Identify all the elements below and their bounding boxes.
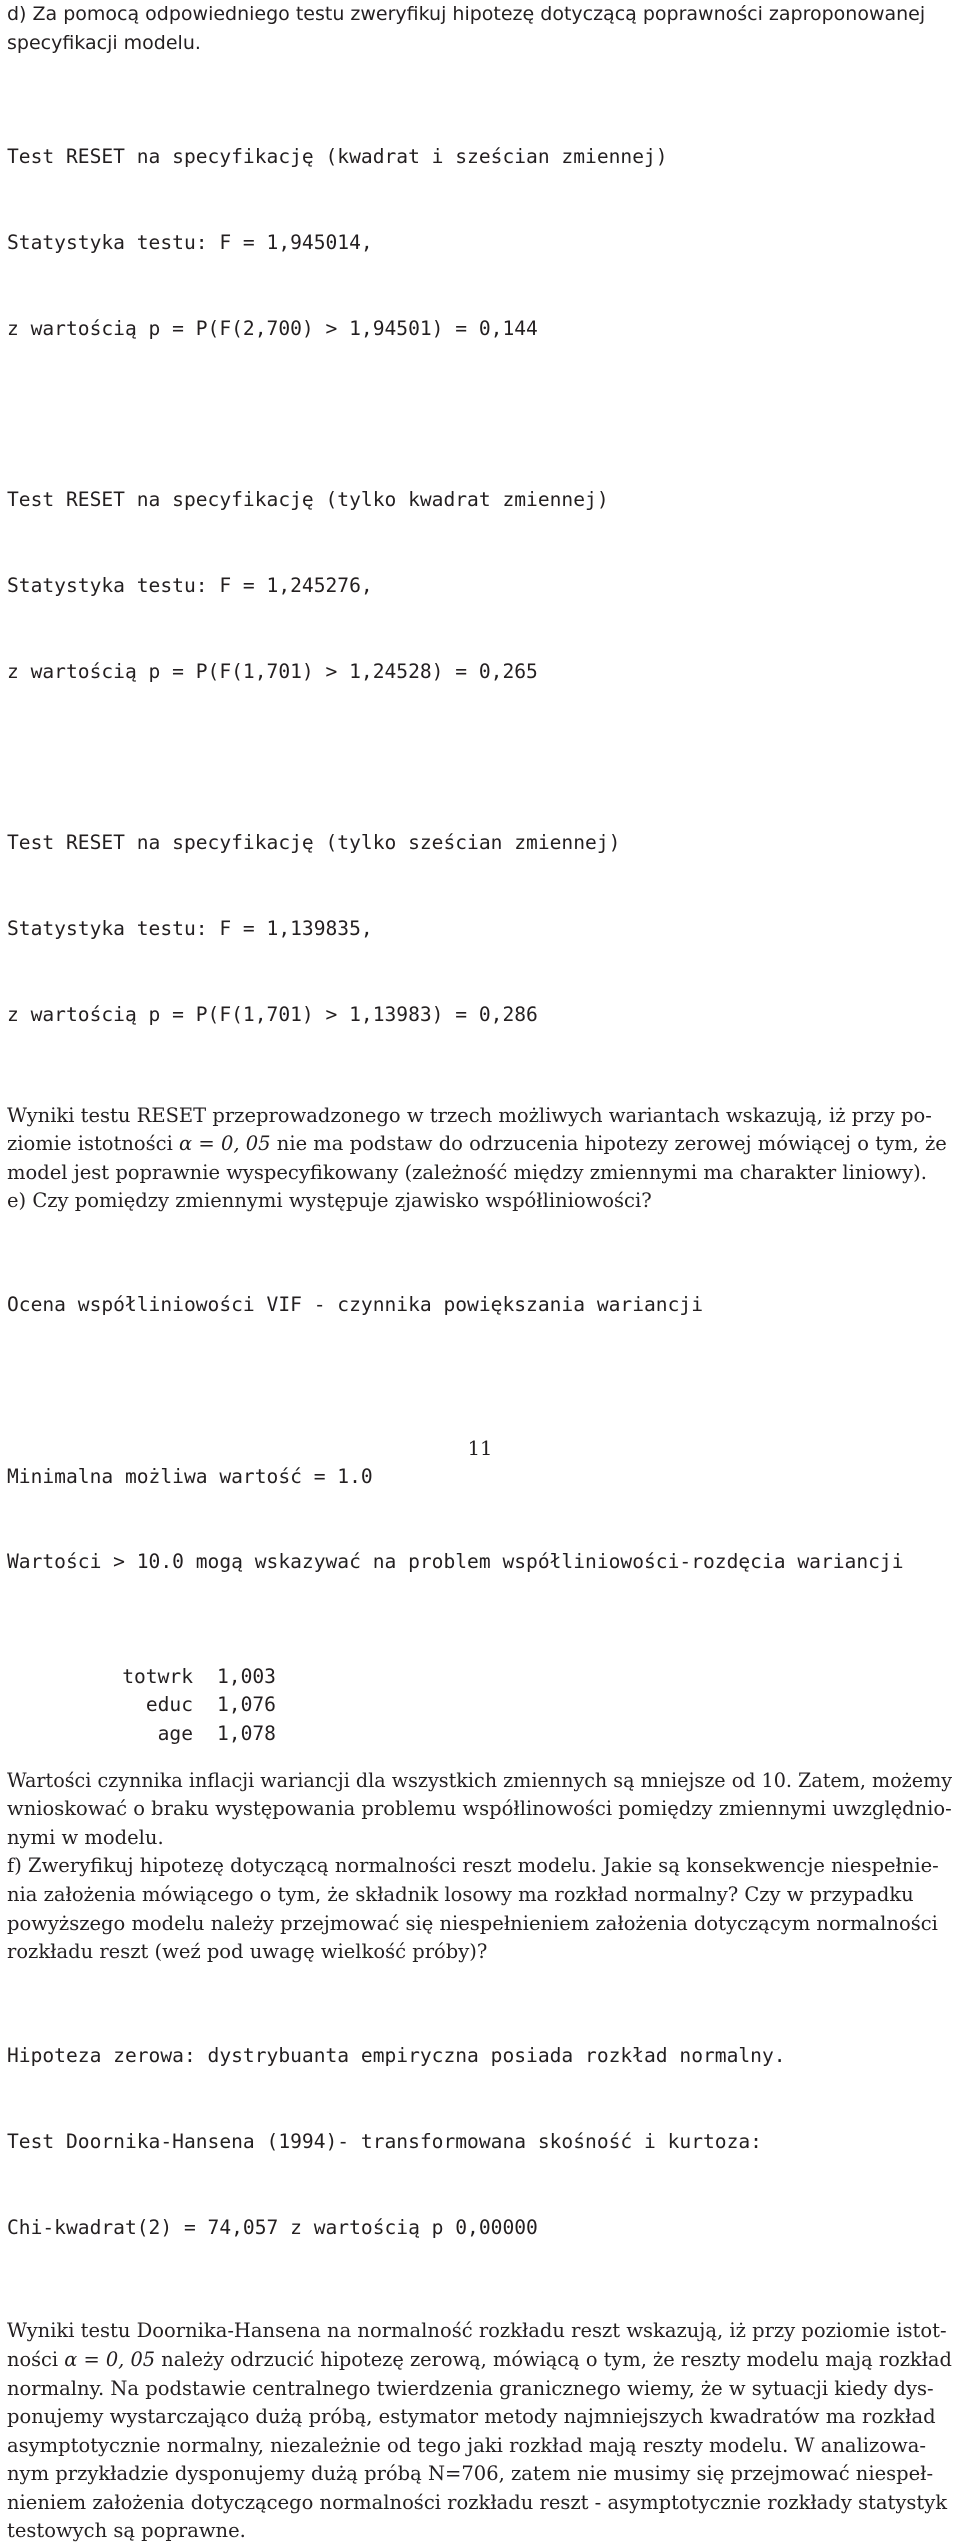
vif-value: 1,003 — [217, 1664, 276, 1688]
chi-square-result: Chi-kwadrat(2) = 74,057 z wartością p 0,00000 — [7, 2215, 538, 2239]
vif-min-note: Minimalna możliwa wartość = 1.0 — [7, 1464, 373, 1488]
question-f-line: f) Zweryfikuj hipotezę dotyczącą normalności reszt modelu. Jakie są konsekwencje niespełnie- — [7, 1854, 939, 1878]
table-row — [115, 1720, 276, 1749]
vif-header-block — [7, 1234, 955, 1377]
reset-conclusion-line — [7, 1130, 955, 1159]
normality-output — [7, 1985, 955, 2300]
reset-conclusion-line: Wyniki testu RESET przeprowadzonego w trzech możliwych wariantach wskazują, iż przy po- — [7, 1103, 932, 1127]
question-e — [7, 1187, 955, 1216]
text-fragment: nie ma podstaw do odrzucenia hipotezy zerowej mówiącej o tym, że — [270, 1132, 947, 1156]
question-d-line: specyfikacji modelu. — [7, 31, 201, 54]
reset-test-header: Test RESET na specyfikację (tylko kwadrat zmiennej) — [7, 488, 609, 512]
reset-test-pvalue: z wartością p = P(F(1,701) > 1,24528) = 0,265 — [7, 659, 538, 683]
test-name: Test Doornika-Hansena (1994)- transformowana skośność i kurtoza: — [7, 2129, 762, 2153]
normality-conclusion-line: nym przykładzie dysponujemy dużą próbą N=706, zatem nie musimy się przejmować niespeł- — [7, 2462, 934, 2486]
normality-conclusion — [7, 2317, 955, 2546]
document-page — [7, 0, 955, 2546]
question-f-line: powyższego modelu należy przejmować się niespełnieniem założenia dotyczącym normalności — [7, 1911, 938, 1935]
question-e-line: e) Czy pomiędzy zmiennymi występuje zjawisko współliniowości? — [7, 1189, 652, 1213]
alpha-expression: α = 0, 05 — [179, 1132, 271, 1156]
text-fragment: należy odrzucić hipotezę zerową, mówiącą o tym, że reszty modelu mają rozkład — [155, 2347, 952, 2371]
reset-test-header: Test RESET na specyfikację (kwadrat i sześcian zmiennej) — [7, 144, 668, 168]
vif-variable: totwrk — [122, 1664, 193, 1688]
normality-conclusion-line: nieniem założenia dotyczącego normalności rozkładu reszt - asymptotycznie rozkłady statystyk — [7, 2490, 948, 2514]
question-f-line: nia założenia mówiącego o tym, że składnik losowy ma rozkład normalny? Czy w przypadku — [7, 1883, 914, 1906]
vif-conclusion-line: nymi w modelu. — [7, 1825, 164, 1849]
normality-conclusion-line: asymptotycznie normalny, niezależnie od tego jaki rozkład mają reszty modelu. W analizowa- — [7, 2433, 926, 2457]
reset-conclusion-line: model jest poprawnie wyspecyfikowany (zależność między zmiennymi ma charakter liniowy). — [7, 1160, 927, 1184]
reset-test-statistic: Statystyka testu: F = 1,945014, — [7, 230, 373, 254]
text-fragment: ności — [7, 2347, 65, 2371]
vif-value: 1,078 — [217, 1722, 276, 1746]
question-d — [7, 0, 955, 57]
normality-conclusion-line: normalny. Na podstawie centralnego twierdzenia granicznego wiemy, że w sytuacji kiedy dys- — [7, 2376, 934, 2400]
reset-test-3 — [7, 772, 955, 1087]
vif-conclusion-line: Wartości czynnika inflacji wariancji dla wszystkich zmiennych są mniejsze od 10. Zatem, możemy — [7, 1768, 953, 1792]
question-d-line: d) Za pomocą odpowiedniego testu zweryfikuj hipotezę dotyczącą poprawności zaproponowanej — [7, 3, 926, 25]
reset-test-pvalue: z wartością p = P(F(2,700) > 1,94501) = 0,144 — [7, 316, 538, 340]
reset-test-pvalue: z wartością p = P(F(1,701) > 1,13983) = 0,286 — [7, 1002, 538, 1026]
reset-test-statistic: Statystyka testu: F = 1,139835, — [7, 917, 373, 940]
question-f — [7, 1852, 955, 1966]
normality-conclusion-line: Wyniki testu Doornika-Hansena na normalność rozkładu reszt wskazują, iż przy poziomie istot- — [7, 2319, 947, 2343]
vif-table — [115, 1663, 276, 1749]
vif-value: 1,076 — [217, 1693, 276, 1717]
page-number: 11 — [467, 1437, 493, 1460]
question-f-line: rozkładu reszt (weź pod uwagę wielkość próby)? — [7, 1940, 488, 1964]
reset-test-1 — [7, 86, 955, 401]
normality-conclusion-line — [7, 2346, 955, 2375]
table-row — [115, 1663, 276, 1692]
vif-conclusion-line: wnioskować o braku występowania problemu współlinowości pomiędzy zmiennymi uwzględnio- — [7, 1797, 952, 1821]
text-fragment: ziomie istotności — [7, 1132, 180, 1156]
alpha-expression: α = 0, 05 — [64, 2347, 156, 2371]
reset-test-2 — [7, 429, 955, 744]
reset-conclusion — [7, 1102, 955, 1188]
vif-variable: educ — [145, 1693, 193, 1717]
vif-variable: age — [157, 1722, 193, 1746]
vif-warning-note: Wartości > 10.0 mogą wskazywać na problem współliniowości-rozdęcia wariancji — [7, 1550, 904, 1574]
normality-conclusion-line: testowych są poprawne. — [7, 2519, 246, 2543]
null-hypothesis: Hipoteza zerowa: dystrybuanta empiryczna posiada rozkład normalny. — [7, 2043, 786, 2067]
reset-test-header: Test RESET na specyfikację (tylko sześcian zmiennej) — [7, 831, 621, 855]
table-row — [115, 1691, 276, 1720]
normality-conclusion-line: ponujemy wystarczająco dużą próbą, estymator metody najmniejszych kwadratów ma rozkład — [7, 2405, 936, 2429]
reset-test-statistic: Statystyka testu: F = 1,245276, — [7, 573, 373, 597]
vif-header: Ocena współliniowości VIF - czynnika powiększania wariancji — [7, 1293, 703, 1317]
vif-conclusion — [7, 1767, 955, 1853]
